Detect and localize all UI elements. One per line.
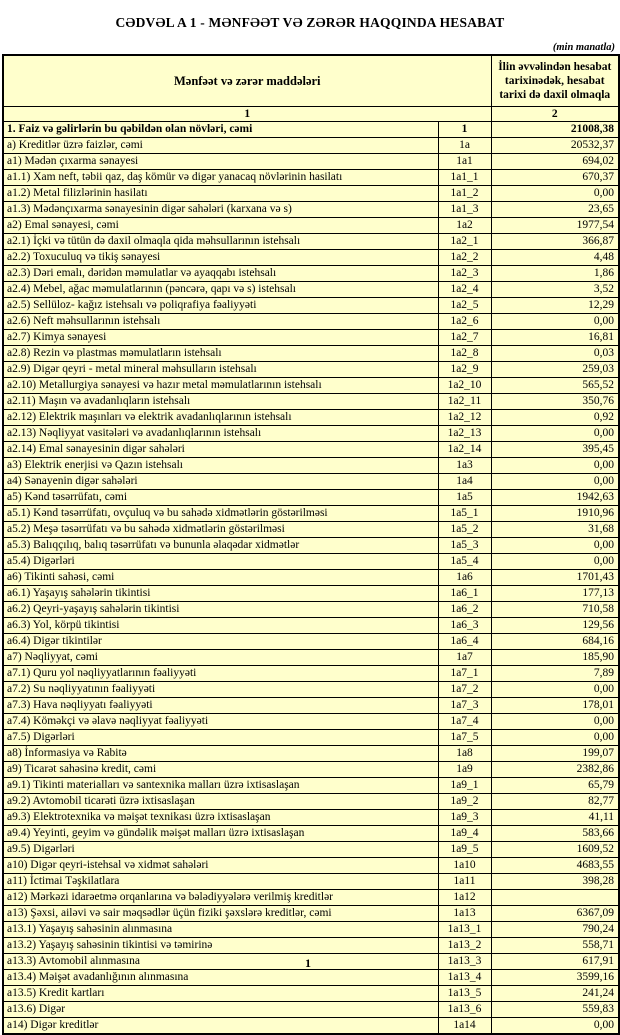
table-row	[3, 1018, 619, 1035]
table-row	[3, 202, 619, 218]
row-label: a7.3) Hava nəqliyyatı fəaliyyəti	[3, 698, 438, 714]
unit-note: (min manatla)	[552, 42, 615, 53]
row-label: a14) Digər kreditlər	[3, 1018, 438, 1035]
row-value: 395,45	[491, 442, 619, 458]
row-code: 1a2_2	[438, 250, 491, 266]
row-value: 565,52	[491, 378, 619, 394]
row-label: a13) Şəxsi, ailəvi və sair məqsədlər üçün fiziki şəxslərə kreditlər, cəmi	[3, 906, 438, 922]
row-code: 1a5_3	[438, 538, 491, 554]
table-row	[3, 922, 619, 938]
row-code: 1a7	[438, 650, 491, 666]
row-label: a2.2) Toxuculuq və tikiş sənayesi	[3, 250, 438, 266]
row-label: a2.3) Dəri emalı, dəridən məmulatlar və ayaqqabı istehsalı	[3, 266, 438, 282]
row-code: 1a6_2	[438, 602, 491, 618]
row-value: 0,00	[491, 682, 619, 698]
row-label: a5.3) Balıqçılıq, balıq təsərrüfatı və bununla əlaqədar xidmətlər	[3, 538, 438, 554]
table-row	[3, 634, 619, 650]
row-value: 82,77	[491, 794, 619, 810]
row-label: a2.9) Digər qeyri - metal mineral məhsulların istehsalı	[3, 362, 438, 378]
row-value: 0,00	[491, 714, 619, 730]
row-code: 1a13_3	[438, 954, 491, 970]
row-value: 1910,96	[491, 506, 619, 522]
row-code: 1a6_3	[438, 618, 491, 634]
row-label: a13.4) Məişət avadanlığının alınmasına	[3, 970, 438, 986]
row-label: a2.11) Maşın və avadanlıqların istehsalı	[3, 394, 438, 410]
row-label: a1.1) Xam neft, təbii qaz, daş kömür və digər yanacaq növlərinin hasilatı	[3, 170, 438, 186]
table-row	[3, 602, 619, 618]
row-code: 1a2_1	[438, 234, 491, 250]
row-value: 1701,43	[491, 570, 619, 586]
table-row	[3, 218, 619, 234]
row-code: 1a2_7	[438, 330, 491, 346]
row-value: 0,00	[491, 730, 619, 746]
table-row	[3, 938, 619, 954]
row-label: a2.14) Emal sənayesinin digər sahələri	[3, 442, 438, 458]
row-label: a10) Digər qeyri-istehsal və xidmət sahələri	[3, 858, 438, 874]
row-value: 558,71	[491, 938, 619, 954]
row-value: 0,03	[491, 346, 619, 362]
row-code: 1a6_4	[438, 634, 491, 650]
row-label: a2.7) Kimya sənayesi	[3, 330, 438, 346]
table-row	[3, 330, 619, 346]
table-row	[3, 666, 619, 682]
table-row	[3, 714, 619, 730]
row-label: a9.3) Elektrotexnika və məişət texnikası üzrə ixtisaslaşan	[3, 810, 438, 826]
header-row	[3, 55, 619, 107]
row-code: 1a2	[438, 218, 491, 234]
row-value: 21008,38	[491, 122, 619, 138]
row-code: 1a1_2	[438, 186, 491, 202]
table-row	[3, 122, 619, 138]
row-label: a13.5) Kredit kartları	[3, 986, 438, 1002]
row-label: a12) Mərkəzi idarəetmə orqanlarına və bələdiyyələrə verilmiş kreditlər	[3, 890, 438, 906]
table-row	[3, 874, 619, 890]
row-label: a6.3) Yol, körpü tikintisi	[3, 618, 438, 634]
row-code: 1a2_14	[438, 442, 491, 458]
table-row	[3, 618, 619, 634]
table-row	[3, 282, 619, 298]
table-row	[3, 442, 619, 458]
row-label: a2.12) Elektrik maşınları və elektrik avadanlıqlarının istehsalı	[3, 410, 438, 426]
row-label: a2.5) Sellüloz- kağız istehsalı və poliqrafiya fəaliyyəti	[3, 298, 438, 314]
row-label: a3) Elektrik enerjisi və Qazın istehsalı	[3, 458, 438, 474]
header-value-column: İlin əvvəlindən hesabat tarixinədək, hesabat tarixi də daxil olmaqla	[491, 55, 619, 107]
row-value: 241,24	[491, 986, 619, 1002]
table-row	[3, 538, 619, 554]
row-code: 1a6_1	[438, 586, 491, 602]
row-label: a6.4) Digər tikintilər	[3, 634, 438, 650]
page-number: 1	[305, 956, 311, 970]
row-label: a13.6) Digər	[3, 1002, 438, 1018]
row-value: 129,56	[491, 618, 619, 634]
row-label: a7.1) Quru yol nəqliyyatlarının fəaliyyəti	[3, 666, 438, 682]
row-value: 366,87	[491, 234, 619, 250]
table-row	[3, 986, 619, 1002]
table-row	[3, 394, 619, 410]
row-code: 1a2_13	[438, 426, 491, 442]
table-row	[3, 234, 619, 250]
row-code: 1a	[438, 138, 491, 154]
row-label: a8) İnformasiya və Rabitə	[3, 746, 438, 762]
row-code: 1a2_10	[438, 378, 491, 394]
row-label: a9.4) Yeyinti, geyim və gündəlik məişət malları üzrə ixtisaslaşan	[3, 826, 438, 842]
row-value: 0,00	[491, 1018, 619, 1035]
table-row	[3, 954, 619, 970]
row-value: 350,76	[491, 394, 619, 410]
row-code: 1a7_2	[438, 682, 491, 698]
row-value: 1977,54	[491, 218, 619, 234]
row-code: 1a2_9	[438, 362, 491, 378]
row-code: 1a2_3	[438, 266, 491, 282]
table-row	[3, 490, 619, 506]
row-value: 199,07	[491, 746, 619, 762]
row-label: a5.2) Meşə təsərrüfatı və bu sahədə xidmətlərin göstərilməsi	[3, 522, 438, 538]
row-value: 177,13	[491, 586, 619, 602]
row-value: 4,48	[491, 250, 619, 266]
row-value: 0,00	[491, 186, 619, 202]
table-row	[3, 410, 619, 426]
report-table-body	[3, 122, 619, 1035]
column-number-2: 2	[491, 107, 619, 122]
table-row	[3, 314, 619, 330]
table-row	[3, 186, 619, 202]
row-label: a6.2) Qeyri-yaşayış sahələrin tikintisi	[3, 602, 438, 618]
table-row	[3, 778, 619, 794]
row-code: 1a8	[438, 746, 491, 762]
table-row	[3, 426, 619, 442]
row-value: 259,03	[491, 362, 619, 378]
row-code: 1a10	[438, 858, 491, 874]
row-label: a) Kreditlər üzrə faizlər, cəmi	[3, 138, 438, 154]
row-code: 1a9_2	[438, 794, 491, 810]
row-value: 12,29	[491, 298, 619, 314]
row-label: a5.4) Digərləri	[3, 554, 438, 570]
row-value: 0,00	[491, 554, 619, 570]
row-code: 1a2_11	[438, 394, 491, 410]
row-label: a5.1) Kənd təsərrüfatı, ovçuluq və bu sahədə xidmətlərin göstərilməsi	[3, 506, 438, 522]
row-label: a4) Sənayenin digər sahələri	[3, 474, 438, 490]
row-value: 3599,16	[491, 970, 619, 986]
header-items-column: Mənfəət və zərər maddələri	[3, 55, 491, 107]
row-code: 1a9_3	[438, 810, 491, 826]
row-code: 1a9_4	[438, 826, 491, 842]
row-label: a1.2) Metal filizlərinin hasilatı	[3, 186, 438, 202]
row-code: 1a13_6	[438, 1002, 491, 1018]
row-label: a2) Emal sənayesi, cəmi	[3, 218, 438, 234]
profit-loss-table	[2, 54, 620, 1035]
row-value: 710,58	[491, 602, 619, 618]
table-row	[3, 826, 619, 842]
row-value: 583,66	[491, 826, 619, 842]
table-row	[3, 458, 619, 474]
row-code: 1a13_5	[438, 986, 491, 1002]
row-value: 0,00	[491, 426, 619, 442]
table-row	[3, 346, 619, 362]
table-row	[3, 842, 619, 858]
row-code: 1a1_1	[438, 170, 491, 186]
column-number-1: 1	[3, 107, 491, 122]
row-value: 3,52	[491, 282, 619, 298]
table-row	[3, 890, 619, 906]
row-value: 4683,55	[491, 858, 619, 874]
row-code: 1a7_5	[438, 730, 491, 746]
row-value: 1609,52	[491, 842, 619, 858]
row-label: a7) Nəqliyyat, cəmi	[3, 650, 438, 666]
row-label: a2.4) Mebel, ağac məmulatlarının (pəncərə, qapı və s) istehsalı	[3, 282, 438, 298]
row-value: 31,68	[491, 522, 619, 538]
row-value: 41,11	[491, 810, 619, 826]
table-row	[3, 970, 619, 986]
row-code: 1a13_1	[438, 922, 491, 938]
row-label: a7.4) Köməkçi və əlavə nəqliyyat fəaliyyəti	[3, 714, 438, 730]
row-code: 1a7_3	[438, 698, 491, 714]
table-row	[3, 522, 619, 538]
row-code: 1a5_2	[438, 522, 491, 538]
row-value: 694,02	[491, 154, 619, 170]
row-label: a2.8) Rezin və plastmas məmulatların istehsalı	[3, 346, 438, 362]
row-code: 1a14	[438, 1018, 491, 1035]
row-code: 1a7_4	[438, 714, 491, 730]
row-label: a2.10) Metallurgiya sənayesi və hazır metal məmulatlarının istehsalı	[3, 378, 438, 394]
table-row	[3, 474, 619, 490]
table-row	[3, 730, 619, 746]
row-value	[491, 890, 619, 906]
row-value: 0,00	[491, 314, 619, 330]
table-row	[3, 810, 619, 826]
row-code: 1a9_1	[438, 778, 491, 794]
table-row	[3, 138, 619, 154]
row-label: a7.5) Digərləri	[3, 730, 438, 746]
table-row	[3, 746, 619, 762]
row-code: 1a1_3	[438, 202, 491, 218]
table-row	[3, 794, 619, 810]
row-label: a2.1) İçki və tütün də daxil olmaqla qida məhsullarının istehsalı	[3, 234, 438, 250]
row-code: 1a6	[438, 570, 491, 586]
table-row	[3, 682, 619, 698]
row-value: 65,79	[491, 778, 619, 794]
row-label: a7.2) Su nəqliyyatının fəaliyyəti	[3, 682, 438, 698]
table-row	[3, 298, 619, 314]
row-label: a6) Tikinti sahəsi, cəmi	[3, 570, 438, 586]
row-value: 790,24	[491, 922, 619, 938]
row-label: a5) Kənd təsərrüfatı, cəmi	[3, 490, 438, 506]
row-label: a6.1) Yaşayış sahələrin tikintisi	[3, 586, 438, 602]
row-code: 1a5	[438, 490, 491, 506]
row-label: a1.3) Mədənçıxarma sənayesinin digər sahələri (karxana və s)	[3, 202, 438, 218]
table-header	[3, 55, 619, 122]
row-value: 0,00	[491, 538, 619, 554]
row-code: 1a13	[438, 906, 491, 922]
report-title: CƏDVƏL A 1 - MƏNFƏƏT VƏ ZƏRƏR HAQQINDA HESABAT	[115, 15, 505, 30]
row-code: 1a11	[438, 874, 491, 890]
row-value: 398,28	[491, 874, 619, 890]
row-code: 1a12	[438, 890, 491, 906]
row-label: a13.3) Avtomobil alınmasına	[3, 954, 438, 970]
table-row	[3, 1002, 619, 1018]
row-value: 185,90	[491, 650, 619, 666]
row-label: a9.1) Tikinti materialları və santexnika malları üzrə ixtisaslaşan	[3, 778, 438, 794]
row-label: a2.6) Neft məhsullarının istehsalı	[3, 314, 438, 330]
table-row	[3, 906, 619, 922]
column-number-row	[3, 107, 619, 122]
row-value: 684,16	[491, 634, 619, 650]
table-row	[3, 698, 619, 714]
table-row	[3, 266, 619, 282]
row-code: 1a13_4	[438, 970, 491, 986]
row-label: a11) İctimai Təşkilatlara	[3, 874, 438, 890]
table-row	[3, 506, 619, 522]
row-label: a13.2) Yaşayış sahəsinin tikintisi və təmirinə	[3, 938, 438, 954]
row-label: 1. Faiz və gəlirlərin bu qəbildən olan növləri, cəmi	[3, 122, 438, 138]
row-code: 1a2_6	[438, 314, 491, 330]
row-code: 1a9_5	[438, 842, 491, 858]
row-value: 16,81	[491, 330, 619, 346]
row-value: 0,00	[491, 474, 619, 490]
table-row	[3, 154, 619, 170]
row-value: 670,37	[491, 170, 619, 186]
table-row	[3, 250, 619, 266]
row-value: 7,89	[491, 666, 619, 682]
row-code: 1a7_1	[438, 666, 491, 682]
row-value: 20532,37	[491, 138, 619, 154]
row-value: 1,86	[491, 266, 619, 282]
row-code: 1a2_4	[438, 282, 491, 298]
table-row	[3, 362, 619, 378]
table-row	[3, 570, 619, 586]
table-row	[3, 858, 619, 874]
table-row	[3, 762, 619, 778]
row-label: a9.2) Avtomobil ticarəti üzrə ixtisaslaşan	[3, 794, 438, 810]
row-code: 1a1	[438, 154, 491, 170]
row-label: a1) Mədən çıxarma sənayesi	[3, 154, 438, 170]
row-code: 1a2_8	[438, 346, 491, 362]
row-code: 1a2_5	[438, 298, 491, 314]
row-code: 1a5_4	[438, 554, 491, 570]
row-value: 178,01	[491, 698, 619, 714]
row-code: 1a5_1	[438, 506, 491, 522]
table-row	[3, 650, 619, 666]
row-label: a9.5) Digərləri	[3, 842, 438, 858]
row-value: 2382,86	[491, 762, 619, 778]
row-code: 1	[438, 122, 491, 138]
table-row	[3, 170, 619, 186]
row-code: 1a4	[438, 474, 491, 490]
row-label: a2.13) Nəqliyyat vasitələri və avadanlıqlarının istehsalı	[3, 426, 438, 442]
row-value: 559,83	[491, 1002, 619, 1018]
row-code: 1a3	[438, 458, 491, 474]
row-code: 1a9	[438, 762, 491, 778]
row-value: 617,91	[491, 954, 619, 970]
table-row	[3, 586, 619, 602]
row-code: 1a2_12	[438, 410, 491, 426]
row-value: 0,92	[491, 410, 619, 426]
table-row	[3, 554, 619, 570]
row-value: 0,00	[491, 458, 619, 474]
row-label: a9) Ticarət sahəsinə kredit, cəmi	[3, 762, 438, 778]
row-value: 23,65	[491, 202, 619, 218]
row-label: a13.1) Yaşayış sahəsinin alınmasına	[3, 922, 438, 938]
row-value: 1942,63	[491, 490, 619, 506]
row-code: 1a13_2	[438, 938, 491, 954]
table-row	[3, 378, 619, 394]
row-value: 6367,09	[491, 906, 619, 922]
